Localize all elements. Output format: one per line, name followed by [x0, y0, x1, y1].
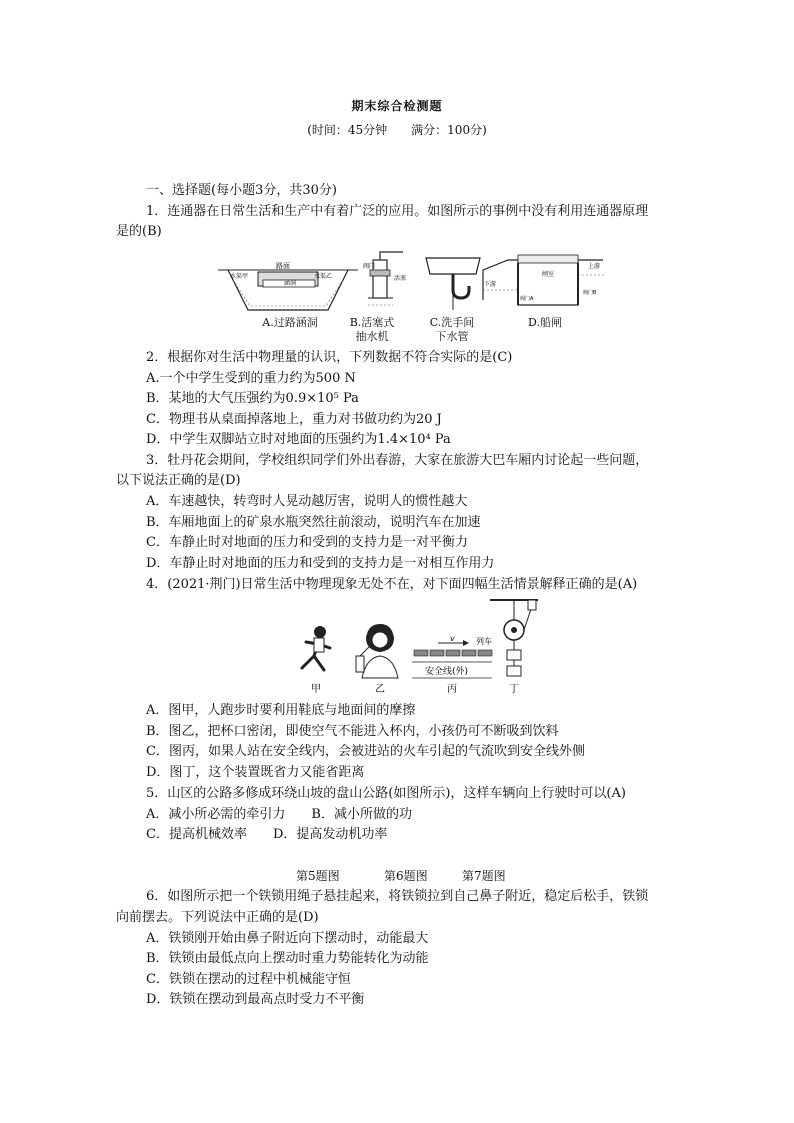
label-chamber: 闸室: [541, 271, 555, 278]
label-ditch-b: 水渠乙: [314, 273, 333, 280]
q5-stem: 5．山区的公路多修成环绕山坡的盘山公路(如图所示)，这样车辆向上行驶时可以(A): [146, 786, 626, 801]
q5-options-cd: C．提高机械效率 D．提高发动机功率: [146, 827, 388, 842]
label-piston: 活塞: [394, 275, 407, 282]
exam-title: 期末综合检测题: [351, 99, 443, 113]
q1-caption-c2: 下水管: [435, 330, 469, 343]
label-gate-b: 阀门B: [583, 290, 597, 296]
culvert-diagram: [218, 261, 358, 310]
label-safety-line: 安全线(外): [425, 667, 469, 677]
q1-caption-b2: 抽水机: [355, 330, 389, 343]
q3-option-c: C．车静止时对地面的压力和受到的支持力是一对平衡力: [146, 535, 468, 550]
label-gate-a: 阀门A: [520, 296, 534, 302]
q6-option-d: D．铁锁在摆动到最高点时受力不平衡: [146, 992, 365, 1007]
runner-figure: [302, 626, 330, 670]
label-valve: 阀门: [363, 263, 376, 270]
q1-figure: [218, 250, 608, 322]
fig7-caption: 第7题图: [462, 869, 506, 883]
label-upstream: 上游: [588, 263, 601, 270]
q2-option-c: C．物理书从桌面掉落地上，重力对书做功约为20 J: [146, 412, 442, 427]
label-jia: 甲: [311, 684, 321, 695]
sink-drain-diagram: [426, 258, 480, 310]
label-bing: 丙: [447, 684, 457, 695]
q1-caption-c1: C.洗手间: [429, 316, 475, 329]
q6-option-b: B．铁锁由最低点向上摆动时重力势能转化为动能: [146, 951, 429, 966]
q3-stem-cont: 以下说法正确的是(D): [116, 473, 241, 488]
q1-caption-b1: B.活塞式: [349, 316, 395, 329]
q3-stem: 3．牡丹花会期间，学校组织同学们外出春游，大家在旅游大巴车厢内讨论起一些问题，: [146, 453, 649, 468]
label-velocity: v: [450, 634, 455, 643]
exam-subtitle: (时间：45分钟 满分：100分): [307, 123, 487, 137]
label-train: 列车: [476, 637, 492, 646]
q4-stem: 4．(2021·荆门)日常生活中物理现象无处不在，对下面四幅生活情景解释正确的是(A): [146, 577, 638, 592]
q4-option-a: A．图甲，人跑步时要利用鞋底与地面间的摩擦: [146, 703, 416, 718]
q2-option-b: B．某地的大气压强约为0.9×10⁵ Pa: [146, 391, 359, 406]
q1-caption-d: D.船闸: [528, 316, 562, 329]
pulley-figure: [490, 600, 538, 676]
label-downstream: 下游: [484, 281, 497, 288]
q2-option-a: A.一个中学生受到的重力约为500 N: [146, 371, 356, 386]
fig6-caption: 第6题图: [384, 869, 428, 883]
section-heading: 一、选择题(每小题3分，共30分): [146, 183, 337, 198]
q6-stem-cont: 向前摆去。下列说法中正确的是(D): [116, 910, 319, 925]
q2-stem: 2．根据你对生活中物理量的认识，下列数据不符合实际的是(C): [146, 350, 513, 365]
piston-pump-diagram: [363, 252, 406, 305]
train-platform-figure: [412, 634, 492, 678]
q6-option-a: A．铁锁刚开始由鼻子附近向下摆动时，动能最大: [146, 931, 429, 946]
q6-stem: 6．如图所示把一个铁锁用绳子悬挂起来，将铁锁拉到自己鼻子附近，稳定后松手，铁锁: [146, 889, 649, 904]
q4-option-b: B．图乙，把杯口密闭，即使空气不能进入杯内，小孩仍可不断吸到饮料: [146, 724, 559, 739]
label-ditch-a: 水渠甲: [230, 273, 249, 280]
q1-stem-cont: 是的(B): [116, 224, 162, 239]
q1-caption-a: A.过路涵洞: [262, 316, 318, 329]
q4-figure: [280, 598, 560, 698]
q1-stem: 1．连通器在日常生活和生产中有着广泛的应用。如图所示的事例中没有利用连通器原理: [146, 204, 649, 219]
label-yi: 乙: [375, 684, 385, 695]
q6-option-c: C．铁锁在摆动的过程中机械能守恒: [146, 972, 351, 987]
q2-option-d: D．中学生双脚站立时对地面的压强约为1.4×10⁴ Pa: [146, 432, 451, 447]
q4-option-d: D．图丁，这个装置既省力又能省距离: [146, 765, 365, 780]
label-ding: 丁: [509, 684, 519, 695]
q3-option-a: A．车速越快，转弯时人晃动越厉害，说明人的惯性越大: [146, 494, 468, 509]
label-road: 路面: [276, 262, 290, 270]
q4-option-c: C．图丙，如果人站在安全线内，会被进站的火车引起的气流吹到安全线外侧: [146, 744, 585, 759]
q5-options-ab: A．减小所必需的牵引力 B．减小所做的功: [146, 807, 412, 822]
ship-lock-diagram: [483, 255, 606, 305]
label-culvert: 涵洞: [283, 280, 297, 287]
fig5-caption: 第5题图: [296, 869, 340, 883]
child-drinking-figure: [356, 624, 398, 678]
q3-option-d: D．车静止时对地面的压力和受到的支持力是一对相互作用力: [146, 556, 495, 571]
q3-option-b: B．车厢地面上的矿泉水瓶突然往前滚动，说明汽车在加速: [146, 515, 481, 530]
